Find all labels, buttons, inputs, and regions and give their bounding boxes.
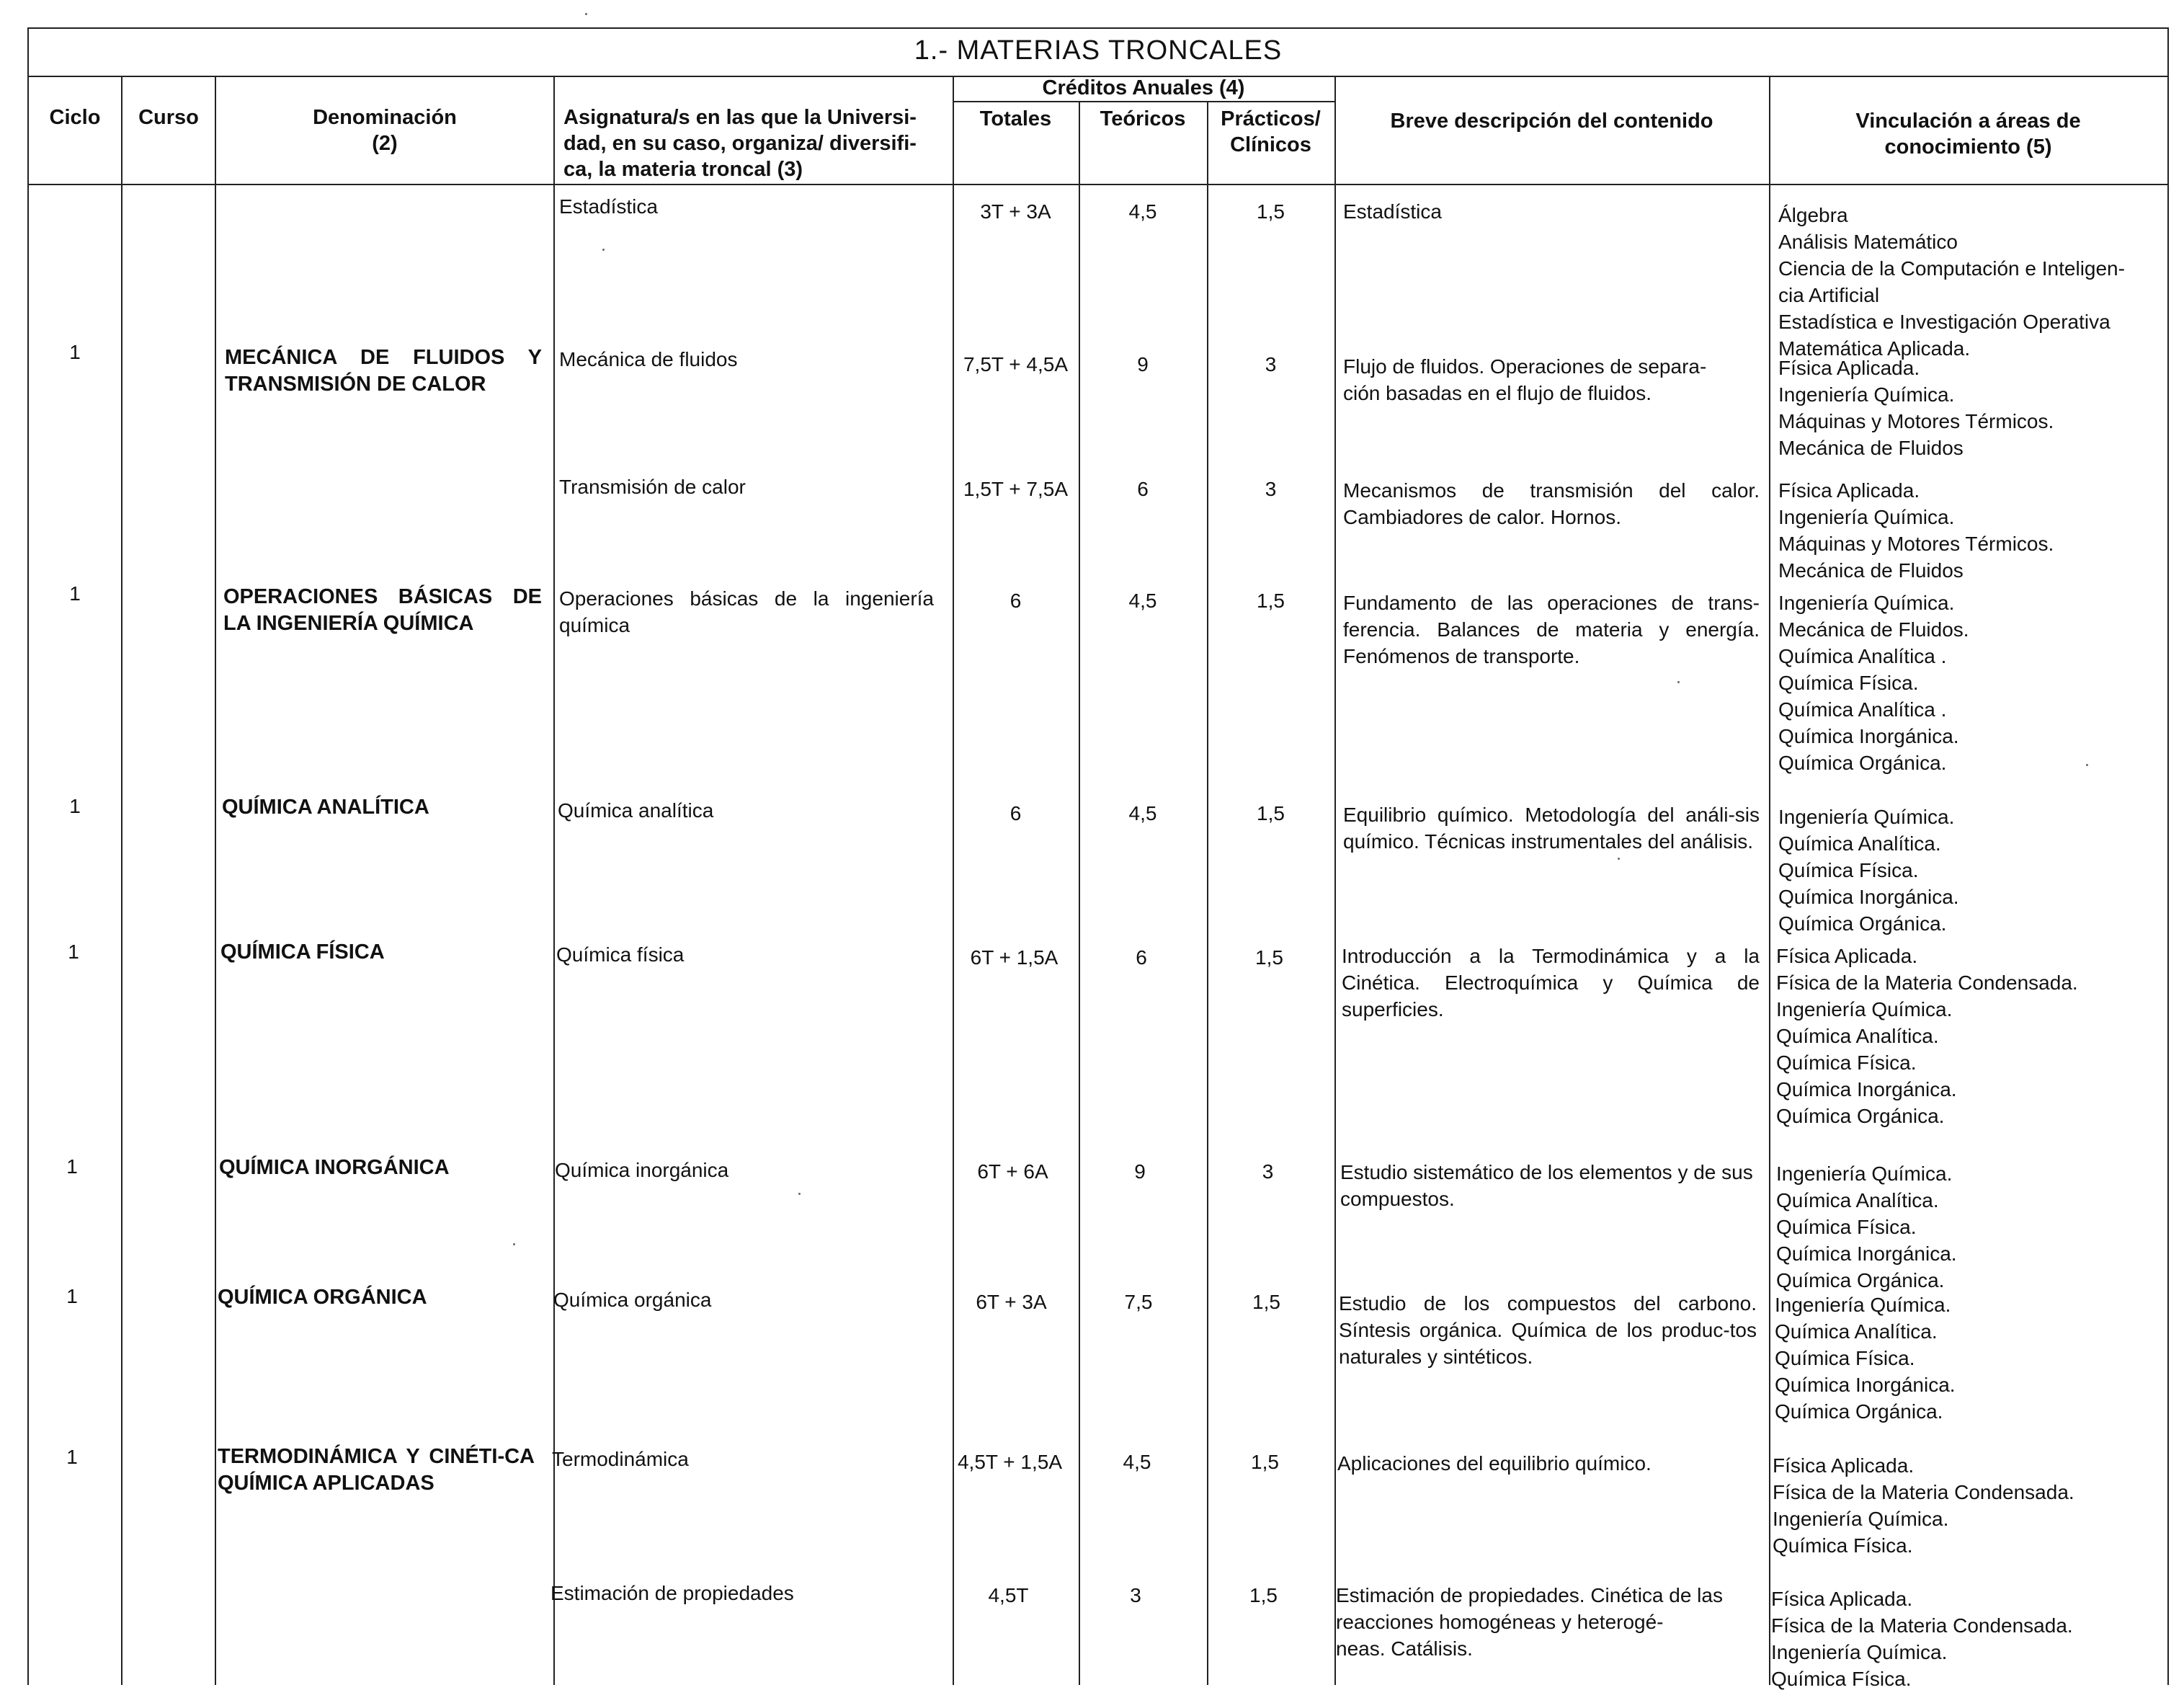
table-row-7-practicos: 1,5 [1252, 1291, 1280, 1313]
table-row-3-totales: 6 [1009, 590, 1022, 612]
table-row-4-denominacion: QUÍMICA ANALÍTICA [222, 796, 429, 819]
table-row-5-ciclo: 1 [68, 941, 79, 963]
table-row-1-denominacion: MECÁNICA DE FLUIDOS Y TRANSMISIÓN DE CALOR [225, 346, 542, 396]
table-row-3-areas: Ingeniería Química. Mecánica de Fluidos. Química Analítica . Química Física. Química Analítica . Química Inorgánica. Química Orgánica. [1778, 592, 1969, 774]
table-row-1-practicos: 3 [1265, 353, 1277, 375]
table-top-border [27, 27, 2169, 29]
scan-speckle [1618, 858, 1620, 860]
col-divider-denominacion [215, 76, 216, 1685]
table-row-8-asignatura: Termodinámica [552, 1448, 689, 1470]
table-row-9-totales: 4,5T [988, 1584, 1029, 1606]
table-row-0-totales: 3T + 3A [980, 200, 1051, 223]
table-row-3-asignatura: Operaciones básicas de la ingeniería química [559, 587, 934, 636]
col-divider-asignatura [553, 76, 555, 1685]
table-row-3-practicos: 1,5 [1257, 590, 1285, 612]
table-row-2-totales: 1,5T + 7,5A [963, 478, 1069, 500]
table-row-5-areas: Física Aplicada. Física de la Materia Condensada. Ingeniería Química. Química Analítica. Química Física. Química Inorgánica. Química Orgánica. [1776, 945, 2078, 1127]
table-row-2-practicos: 3 [1265, 478, 1277, 500]
credits-subheader-border [953, 101, 1334, 102]
table-row-1-areas: Física Aplicada. Ingeniería Química. Máquinas y Motores Térmicos. Mecánica de Fluidos [1778, 357, 2054, 459]
table-row-7-totales: 6T + 3A [976, 1291, 1047, 1313]
table-row-7-denominacion: QUÍMICA ORGÁNICA [218, 1286, 427, 1309]
col-divider-totales [953, 76, 954, 1685]
table-row-6-denominacion: QUÍMICA INORGÁNICA [219, 1156, 450, 1179]
table-row-8-ciclo: 1 [66, 1446, 78, 1468]
table-row-2-descripcion: Mecanismos de transmisión del calor. Cambiadores de calor. Hornos. [1343, 479, 1760, 528]
table-row-0-asignatura: Estadística [559, 195, 658, 218]
table-row-6-practicos: 3 [1262, 1160, 1274, 1183]
table-row-1-descripcion: Flujo de fluidos. Operaciones de separa- ción basadas en el flujo de fluidos. [1343, 355, 1707, 404]
col-divider-teoricos [1079, 101, 1080, 1685]
table-row-7-teoricos: 7,5 [1124, 1291, 1153, 1313]
table-row-9-descripcion: Estimación de propiedades. Cinética de las reacciones homogéneas y heterogé- neas. Catálisis. [1336, 1584, 1723, 1660]
table-row-1-asignatura: Mecánica de fluidos [559, 348, 738, 370]
table-row-9-asignatura: Estimación de propiedades [551, 1582, 794, 1604]
table-row-8-areas: Física Aplicada. Física de la Materia Condensada. Ingeniería Química. Química Física. [1773, 1454, 2074, 1557]
table-row-2-asignatura: Transmisión de calor [559, 476, 746, 498]
header-vinculacion: Vinculación a áreas de conocimiento (5) [1855, 110, 2081, 159]
table-row-9-teoricos: 3 [1130, 1584, 1141, 1606]
table-row-3-teoricos: 4,5 [1128, 590, 1157, 612]
table-row-7-asignatura: Química orgánica [553, 1289, 712, 1311]
scan-speckle [1677, 681, 1680, 683]
table-row-5-totales: 6T + 1,5A [970, 946, 1058, 969]
table-title: 1.- MATERIAS TRONCALES [914, 35, 1283, 66]
table-row-5-teoricos: 6 [1136, 946, 1147, 969]
col-divider-areas [1769, 76, 1770, 1685]
header-descripcion: Breve descripción del contenido [1390, 110, 1713, 133]
table-row-6-teoricos: 9 [1134, 1160, 1146, 1183]
table-row-5-asignatura: Química física [556, 943, 685, 966]
table-row-7-descripcion: Estudio de los compuestos del carbono. Síntesis orgánica. Química de los produc-tos naturales y sintéticos. [1339, 1292, 1757, 1368]
header-creditos: Créditos Anuales (4) [1042, 76, 1245, 99]
table-row-0-practicos: 1,5 [1257, 200, 1285, 223]
table-row-7-ciclo: 1 [66, 1285, 78, 1307]
table-row-6-descripcion: Estudio sistemático de los elementos y de sus compuestos. [1340, 1161, 1753, 1210]
header-totales: Totales [979, 107, 1052, 130]
header-curso: Curso [138, 106, 199, 129]
table-row-4-areas: Ingeniería Química. Química Analítica. Química Física. Química Inorgánica. Química Orgánica. [1778, 806, 1959, 935]
scan-speckle [602, 249, 605, 251]
table-row-5-descripcion: Introducción a la Termodinámica y a la Cinética. Electroquímica y Química de superficies. [1342, 945, 1760, 1021]
col-divider-curso [121, 76, 122, 1685]
table-row-4-teoricos: 4,5 [1128, 802, 1157, 824]
table-row-8-descripcion: Aplicaciones del equilibrio químico. [1337, 1452, 1652, 1475]
table-left-border [27, 27, 29, 1685]
table-row-8-teoricos: 4,5 [1123, 1451, 1151, 1473]
table-row-3-ciclo: 1 [69, 582, 81, 605]
scan-speckle [2086, 764, 2088, 766]
table-row-4-practicos: 1,5 [1257, 802, 1285, 824]
table-row-6-asignatura: Química inorgánica [555, 1159, 729, 1181]
table-row-4-asignatura: Química analítica [558, 799, 714, 822]
table-row-7-areas: Ingeniería Química. Química Analítica. Química Física. Química Inorgánica. Química Orgánica. [1775, 1294, 1956, 1423]
table-row-2-areas: Física Aplicada. Ingeniería Química. Máquinas y Motores Térmicos. Mecánica de Fluidos [1778, 479, 2054, 582]
header-ciclo: Ciclo [49, 106, 101, 129]
table-row-6-ciclo: 1 [66, 1155, 78, 1178]
table-row-3-descripcion: Fundamento de las operaciones de trans-ferencia. Balances de materia y energía. Fenómenos de transporte. [1343, 592, 1760, 667]
table-row-1-totales: 7,5T + 4,5A [963, 353, 1069, 375]
table-row-6-areas: Ingeniería Química. Química Analítica. Química Física. Química Inorgánica. Química Orgánica. [1776, 1162, 1957, 1291]
table-row-1-teoricos: 9 [1137, 353, 1149, 375]
table-row-4-descripcion: Equilibrio químico. Metodología del análi-sis químico. Técnicas instrumentales del análisis. [1343, 804, 1760, 853]
table-row-5-denominacion: QUÍMICA FÍSICA [220, 941, 385, 964]
table-row-4-ciclo: 1 [69, 795, 81, 817]
scan-speckle [513, 1243, 515, 1245]
scan-speckle [585, 13, 587, 15]
table-row-4-totales: 6 [1009, 802, 1022, 824]
header-practicos: Prácticos/ Clínicos [1221, 107, 1321, 156]
table-row-3-denominacion: OPERACIONES BÁSICAS DE LA INGENIERÍA QUÍMICA [223, 585, 542, 635]
col-divider-practicos [1207, 101, 1208, 1685]
header-teoricos: Teóricos [1100, 107, 1186, 130]
table-row-0-teoricos: 4,5 [1128, 200, 1157, 223]
table-row-8-practicos: 1,5 [1251, 1451, 1279, 1473]
table-row-0-descripcion: Estadística [1343, 200, 1442, 223]
header-asignaturas: Asignatura/s en las que la Universi- dad, en su caso, organiza/ diversifi- ca, la materia troncal (3) [563, 106, 917, 181]
table-row-9-practicos: 1,5 [1249, 1584, 1278, 1606]
col-divider-descripcion [1334, 76, 1336, 1685]
table-row-6-totales: 6T + 6A [977, 1160, 1048, 1183]
table-row-8-denominacion: TERMODINÁMICA Y CINÉTI-CA QUÍMICA APLICADAS [218, 1445, 535, 1495]
table-right-border [2167, 27, 2169, 1685]
table-row-8-totales: 4,5T + 1,5A [957, 1451, 1063, 1473]
table-row-5-practicos: 1,5 [1255, 946, 1283, 969]
table-row-0-areas: Álgebra Análisis Matemático Ciencia de la Computación e Inteligen- cia Artificial Estadística e Investigación Operativa Matemática Aplicada. [1778, 204, 2125, 360]
table-row-2-teoricos: 6 [1137, 478, 1149, 500]
table-row-1-ciclo: 1 [69, 341, 81, 363]
header-bottom-border [27, 184, 2169, 185]
header-denominacion: Denominación (2) [313, 106, 457, 155]
table-row-9-areas: Física Aplicada. Física de la Materia Condensada. Ingeniería Química. Química Física. [1771, 1588, 2073, 1690]
scan-speckle [798, 1193, 801, 1195]
